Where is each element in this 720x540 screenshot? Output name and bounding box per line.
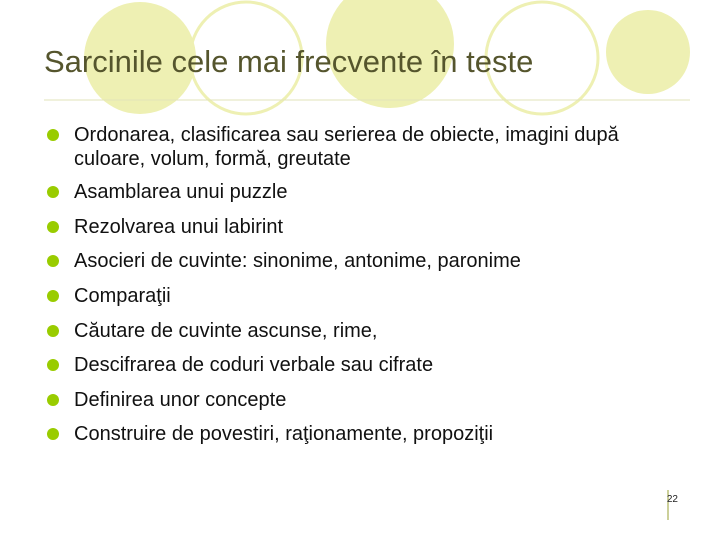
- bullet-icon: [47, 186, 59, 198]
- list-item: [44, 320, 694, 344]
- bullet-icon: [47, 428, 59, 440]
- list-item: [44, 124, 694, 171]
- bullet-icon: [47, 221, 59, 233]
- bullet-icon: [47, 255, 59, 267]
- page-number: 22: [666, 494, 678, 505]
- bullet-list: [44, 124, 694, 458]
- list-item: [44, 423, 694, 447]
- bullet-text: Asocieri de cuvinte: sinonime, antonime, paronime: [74, 250, 521, 273]
- bullet-icon: [47, 394, 59, 406]
- bullet-icon: [47, 290, 59, 302]
- bullet-text: Ordonarea, clasificarea sau serierea de obiecte, imagini după culoare, volum, formă, greutate: [74, 124, 619, 170]
- bullet-text: Rezolvarea unui labirint: [74, 215, 284, 238]
- list-item: [44, 250, 694, 274]
- list-item: [44, 389, 694, 413]
- list-item: [44, 285, 694, 309]
- deco-circle: [606, 10, 690, 94]
- list-item: [44, 354, 694, 378]
- list-item: [44, 181, 694, 205]
- bullet-text: Căutare de cuvinte ascunse, rime,: [74, 319, 378, 342]
- bullet-icon: [47, 129, 59, 141]
- list-item: [44, 216, 694, 240]
- slide-title: Sarcinile cele mai frecvente în teste: [44, 44, 534, 79]
- bullet-text: Definirea unor concepte: [74, 388, 287, 411]
- bullet-icon: [47, 325, 59, 337]
- bullet-text: Comparaţii: [74, 284, 171, 307]
- bullet-text: Descifrarea de coduri verbale sau cifrate: [74, 354, 434, 377]
- bullet-icon: [47, 359, 59, 371]
- bullet-text: Asamblarea unui puzzle: [74, 181, 288, 204]
- bullet-text: Construire de povestiri, raţionamente, propoziţii: [74, 423, 494, 446]
